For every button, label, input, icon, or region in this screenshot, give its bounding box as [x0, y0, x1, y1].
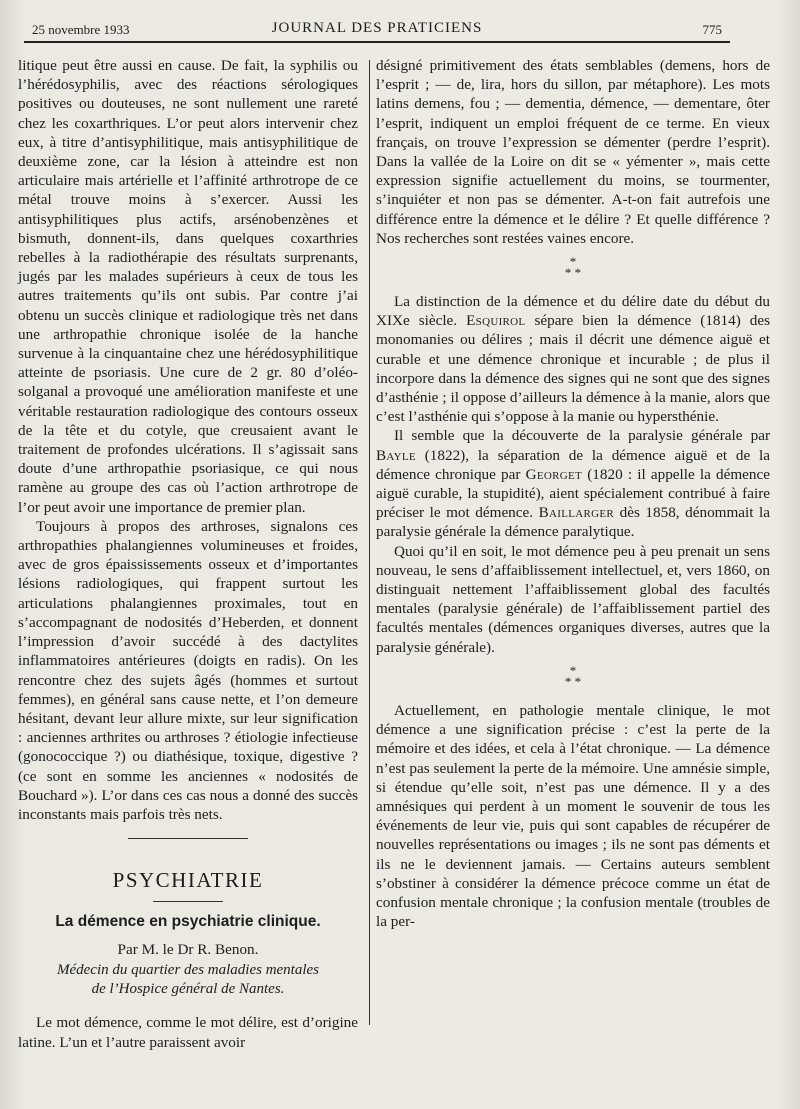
author-name-bayle: Bayle [376, 446, 416, 464]
right-paragraph-2 [376, 292, 770, 426]
right-column [376, 56, 770, 931]
column-divider [369, 60, 370, 1025]
right-paragraph-4: Quoi qu’il en soit, le mot démence peu à peu prenait un sens nouveau, le sens d’affaiblissement intellectuel, et, vers 1860, on distinguait nettement l’affaiblissement global des facultés mentales (paralysie générale) de l’affaiblissement partiel des facultés mentales (démences organiques diverses, autres que la paralysie générale). [376, 542, 770, 656]
author-affiliation [18, 961, 358, 999]
page-header [32, 18, 722, 40]
asterism-bottom: * * [564, 673, 582, 689]
right-paragraph-3-text-a: Il semble que la découverte de la paralysie générale par [394, 427, 770, 445]
header-date: 25 novembre 1933 [32, 22, 130, 37]
article-opening-paragraph: Le mot démence, comme le mot délire, est d’origine latine. L’un et l’autre paraissent avoir [18, 1014, 358, 1051]
left-column [18, 56, 358, 1052]
right-paragraph-3-text-c: (1820 : il appelle la démence aiguë curable, la stupidité), aient spécialement contribué à faire préciser le mot démence. [376, 465, 770, 522]
article-author: Par M. le Dr R. Benon. [117, 941, 259, 959]
right-paragraph-3-text-d: dès 1858, dénommait la paralysie générale la démence paralytique. [376, 504, 770, 541]
journal-title: JOURNAL DES PRATICIENS [271, 20, 483, 36]
asterism-top: * [569, 254, 577, 270]
affiliation-line-1: Médecin du quartier des maladies mentales [56, 962, 320, 979]
asterism-1 [376, 254, 770, 281]
asterism-top: * [569, 662, 577, 678]
author-name-georget: Georget [525, 465, 583, 483]
asterism-bottom: * * [564, 265, 582, 281]
left-paragraph-1: litique peut être aussi en cause. De fait, la syphilis ou l’hérédosyphilis, avec des réactions sérologiques positives ou douteuses, ne sont nullement une rareté chez les coxarthriques. L’or peut alors intervenir chez eux, à titre d’antisyphilitique, mais antisyphilitique de deuxième zone, car la lésion à atteindre est non articulaire mais artérielle et l’affinité arthrotrope de ce métal trouve moins à s’exercer. Aussi les antisyphilitiques plus actifs, arsénobenzènes et bismuth, donnent-ils, dans quelques coxarthries rebelles à la radiothérapie des résultats surprenants, jugés par les malades supérieurs à ceux de tous les autres traitements qu’ils ont subis. Par contre j’ai obtenu un succès clinique et radiologique très net dans une arthropathie chronique isolée de la hanche survenue à la cinquantaine chez une hérédosyphilitique atteinte de psoriasis. Une cure de 2 gr. 80 d’oléo-solganal a provoqué une amélioration manifeste et une véritable restauration radiologique des contours osseux de la tête et du cotyle, que creusaient avant le traitement de profondes ulcérations. Il s’agissait sans doute d’une arthropathie psoriasique, ce qui nous ramène au groupe des cas où l’action arthrotrope de l’or peut avoir une importance de premier plan. [18, 57, 358, 516]
header-rule [24, 41, 730, 43]
affiliation-line-2: de l’Hospice général de Nantes. [91, 981, 285, 998]
right-paragraph-1: désigné primitivement des états semblables (demens, hors de l’esprit ; — de, lira, hors du sillon, par métaphore). Les mots latins demens, fou ; — dementia, démence, — dementare, ôter l’esprit, indiquent un emploi fréquent de ce terme. En vieux français, on trouve l’expression se démenter (perdre l’esprit). Dans la vallée de la Loire on dit se « yémenter », mais cette expression signifie actuellement du moins, se tourmenter, s’inquiéter et non pas se démenter. A-t-on fait autrefois une différence entre la démence et le délire ? Et quelle différence ? Nos recherches sont restées vaines encore. [376, 57, 770, 247]
author-name-baillarger: Baillarger [538, 504, 615, 522]
asterism-2 [376, 662, 770, 689]
section-title: PSYCHIATRIE [112, 868, 264, 893]
right-paragraph-3 [376, 426, 770, 541]
article-title: La démence en psychiatrie clinique. [55, 913, 321, 931]
section-title-rule [153, 901, 223, 902]
right-paragraph-5: Actuellement, en pathologie mentale clinique, le mot démence a une signification précise : c’est la perte de la mémoire et des idées, et cela à l’état chronique. — La démence n’est pas seulement la perte de la mémoire. Une amnésie simple, si étendue qu’elle soit, n’est pas une démence. Il y a des amnésiques qui perdent à un moment le souvenir de tous les événements de leur vie, puis qui sont capables de récupérer de nouvelles représentations ou images ; ils ne sont pas déments et ils ne le deviennent jamais. — Certains auteurs semblent s’obstiner à considérer la démence précoce comme un état de confusion mentale chronique ; la confusion mentale (troubles de la per- [376, 701, 770, 931]
right-paragraph-2-text-b: sépare bien la démence (1814) des monomanies ou délires ; mais il décrit une démence aiguë et curable et une démence chronique et incurable ; de plus il incorpore dans la démence des signes qui ne sont que des signes d’asthénie ; il oppose d’ailleurs la démence à la manie, alors que c’est l’asthénie qui s’oppose à la manie ou hypersthénie. [376, 312, 770, 426]
page-number: 775 [702, 22, 722, 37]
author-name-esquirol: Esquirol [466, 312, 526, 330]
section-separator [128, 838, 248, 839]
right-paragraph-2-text-a: La distinction de la démence et du délire date du début du XIXe siècle. [376, 293, 770, 330]
left-paragraph-2: Toujours à propos des arthroses, signalons ces arthropathies phalangiennes volumineuses et froides, avec de gros épaississements osseux et d’importantes lésions radiologiques, qui frappent surtout les articulations phalangiennes proximales, tout en s’accompagnant de nodosités d’Heberden, et donnent l’impression d’avoir succédé à des dactylites inflammatoires antérieures (doigts en radis). On les rencontre chez des sujets âgés (hommes et surtout femmes), en général sans cause nette, et l’on demeure hésitant, devant leur allure mixte, sur leur signification : anciennes arthrites ou arthroses ? étiologie infectieuse (gonococcique ?) ou diathésique, toxique, digestive ? (ce sont en somme les anciennes « nodosités de Bouchard »). L’or dans ces cas nous a donné des succès inconstants mais parfois très nets. [18, 517, 358, 823]
right-paragraph-3-text-b: (1822), la séparation de la démence aiguë et de la démence chronique par [376, 446, 770, 483]
